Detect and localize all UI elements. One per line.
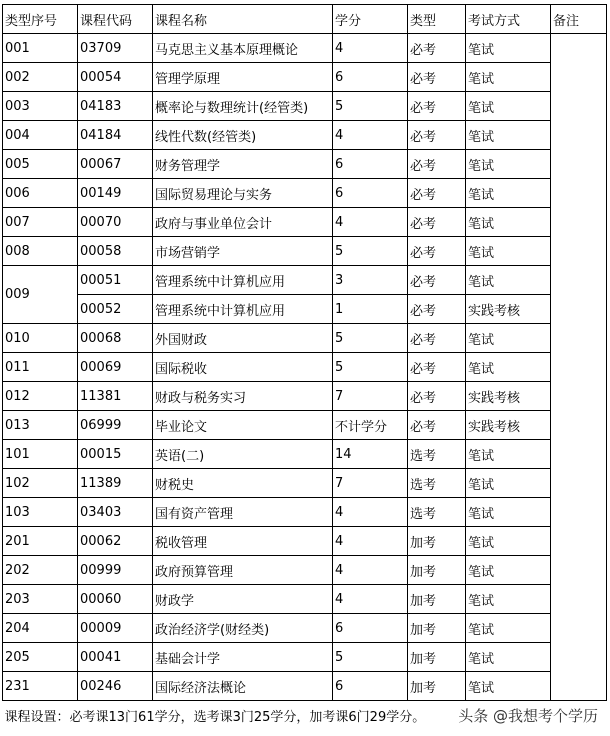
name-cell: 马克思主义基本原理概论 — [153, 34, 333, 63]
exam-cell: 笔试 — [466, 324, 551, 353]
seq-cell: 231 — [3, 672, 78, 701]
name-cell: 财政学 — [153, 585, 333, 614]
table-row — [3, 266, 607, 295]
credit-cell: 4 — [333, 527, 408, 556]
name-cell: 市场营销学 — [153, 237, 333, 266]
exam-cell: 实践考核 — [466, 382, 551, 411]
table-row — [3, 440, 607, 469]
name-cell: 管理系统中计算机应用 — [153, 295, 333, 324]
type-cell: 加考 — [408, 527, 466, 556]
header-notes: 备注 — [551, 5, 607, 34]
exam-cell: 笔试 — [466, 179, 551, 208]
header-seq: 类型序号 — [3, 5, 78, 34]
name-cell: 政府与事业单位会计 — [153, 208, 333, 237]
table-row — [3, 498, 607, 527]
header-code: 课程代码 — [78, 5, 153, 34]
seq-cell: 203 — [3, 585, 78, 614]
credit-cell: 1 — [333, 295, 408, 324]
table-row — [3, 237, 607, 266]
code-cell: 00015 — [78, 440, 153, 469]
name-cell: 国际税收 — [153, 353, 333, 382]
type-cell: 加考 — [408, 585, 466, 614]
header-type: 类型 — [408, 5, 466, 34]
type-cell: 必考 — [408, 237, 466, 266]
code-cell: 00058 — [78, 237, 153, 266]
table-row — [3, 556, 607, 585]
table-row — [3, 92, 607, 121]
table-row — [3, 121, 607, 150]
name-cell: 概率论与数理统计(经管类) — [153, 92, 333, 121]
seq-cell: 202 — [3, 556, 78, 585]
table-row — [3, 208, 607, 237]
type-cell: 加考 — [408, 672, 466, 701]
name-cell: 毕业论文 — [153, 411, 333, 440]
table-row — [3, 672, 607, 701]
course-table — [2, 4, 607, 729]
credit-cell: 不计学分 — [333, 411, 408, 440]
exam-cell: 笔试 — [466, 556, 551, 585]
name-cell: 国有资产管理 — [153, 498, 333, 527]
type-cell: 加考 — [408, 556, 466, 585]
exam-cell: 笔试 — [466, 150, 551, 179]
seq-cell: 010 — [3, 324, 78, 353]
seq-cell: 005 — [3, 150, 78, 179]
type-cell: 必考 — [408, 266, 466, 295]
exam-cell: 笔试 — [466, 266, 551, 295]
seq-cell: 007 — [3, 208, 78, 237]
type-cell: 加考 — [408, 614, 466, 643]
credit-cell: 3 — [333, 266, 408, 295]
code-cell: 03709 — [78, 34, 153, 63]
table-row — [3, 469, 607, 498]
name-cell: 税收管理 — [153, 527, 333, 556]
credit-cell: 4 — [333, 208, 408, 237]
code-cell: 00054 — [78, 63, 153, 92]
table-row — [3, 353, 607, 382]
exam-cell: 笔试 — [466, 614, 551, 643]
credit-cell: 4 — [333, 585, 408, 614]
exam-cell: 笔试 — [466, 527, 551, 556]
watermark: 头条 @我想考个学历 — [458, 707, 598, 725]
type-cell: 必考 — [408, 179, 466, 208]
header-credit: 学分 — [333, 5, 408, 34]
table-row — [3, 643, 607, 672]
name-cell: 管理学原理 — [153, 63, 333, 92]
code-cell: 04184 — [78, 121, 153, 150]
exam-cell: 笔试 — [466, 121, 551, 150]
seq-cell: 004 — [3, 121, 78, 150]
credit-cell: 7 — [333, 382, 408, 411]
credit-cell: 7 — [333, 469, 408, 498]
table-row — [3, 527, 607, 556]
name-cell: 财税史 — [153, 469, 333, 498]
exam-cell: 实践考核 — [466, 411, 551, 440]
type-cell: 必考 — [408, 411, 466, 440]
type-cell: 必考 — [408, 121, 466, 150]
code-cell: 00041 — [78, 643, 153, 672]
code-cell: 00068 — [78, 324, 153, 353]
name-cell: 财政与税务实习 — [153, 382, 333, 411]
type-cell: 必考 — [408, 92, 466, 121]
code-cell: 00069 — [78, 353, 153, 382]
credit-cell: 4 — [333, 556, 408, 585]
type-cell: 必考 — [408, 63, 466, 92]
name-cell: 政治经济学(财经类) — [153, 614, 333, 643]
code-cell: 00060 — [78, 585, 153, 614]
credit-cell: 6 — [333, 614, 408, 643]
exam-cell: 笔试 — [466, 498, 551, 527]
seq-cell: 103 — [3, 498, 78, 527]
seq-cell: 204 — [3, 614, 78, 643]
credit-cell: 5 — [333, 92, 408, 121]
code-cell: 11381 — [78, 382, 153, 411]
name-cell: 线性代数(经管类) — [153, 121, 333, 150]
credit-cell: 6 — [333, 672, 408, 701]
code-cell: 00149 — [78, 179, 153, 208]
credit-cell: 6 — [333, 63, 408, 92]
exam-cell: 笔试 — [466, 208, 551, 237]
credit-cell: 5 — [333, 237, 408, 266]
table-row — [3, 585, 607, 614]
type-cell: 必考 — [408, 353, 466, 382]
seq-cell: 008 — [3, 237, 78, 266]
credit-cell: 4 — [333, 121, 408, 150]
exam-cell: 笔试 — [466, 672, 551, 701]
header-name: 课程名称 — [153, 5, 333, 34]
credit-cell: 4 — [333, 498, 408, 527]
type-cell: 选考 — [408, 498, 466, 527]
type-cell: 必考 — [408, 324, 466, 353]
seq-cell: 006 — [3, 179, 78, 208]
seq-cell: 009 — [3, 266, 78, 324]
table-body — [3, 34, 607, 701]
name-cell: 财务管理学 — [153, 150, 333, 179]
type-cell: 加考 — [408, 643, 466, 672]
exam-cell: 笔试 — [466, 63, 551, 92]
code-cell: 03403 — [78, 498, 153, 527]
type-cell: 选考 — [408, 469, 466, 498]
credit-cell: 5 — [333, 353, 408, 382]
code-cell: 00009 — [78, 614, 153, 643]
credit-cell: 6 — [333, 150, 408, 179]
code-cell: 00052 — [78, 295, 153, 324]
table-row — [3, 411, 607, 440]
credit-cell: 14 — [333, 440, 408, 469]
exam-cell: 笔试 — [466, 585, 551, 614]
name-cell: 基础会计学 — [153, 643, 333, 672]
seq-cell: 201 — [3, 527, 78, 556]
code-cell: 00246 — [78, 672, 153, 701]
table-row — [3, 614, 607, 643]
exam-cell: 笔试 — [466, 643, 551, 672]
name-cell: 管理系统中计算机应用 — [153, 266, 333, 295]
seq-cell: 001 — [3, 34, 78, 63]
code-cell: 00062 — [78, 527, 153, 556]
seq-cell: 011 — [3, 353, 78, 382]
name-cell: 国际经济法概论 — [153, 672, 333, 701]
name-cell: 英语(二) — [153, 440, 333, 469]
type-cell: 必考 — [408, 150, 466, 179]
table-row — [3, 324, 607, 353]
exam-cell: 笔试 — [466, 34, 551, 63]
table-row — [3, 150, 607, 179]
exam-cell: 笔试 — [466, 440, 551, 469]
code-cell: 00051 — [78, 266, 153, 295]
table-row — [3, 63, 607, 92]
credit-cell: 6 — [333, 179, 408, 208]
header-exam: 考试方式 — [466, 5, 551, 34]
table-row — [3, 382, 607, 411]
header-row — [3, 5, 607, 34]
exam-cell: 笔试 — [466, 92, 551, 121]
footer-text: 课程设置：必考课13门61学分，选考课3门25学分，加考课6门29学分。 — [4, 709, 426, 725]
credit-cell: 5 — [333, 324, 408, 353]
seq-cell: 102 — [3, 469, 78, 498]
seq-cell: 013 — [3, 411, 78, 440]
credit-cell: 4 — [333, 34, 408, 63]
seq-cell: 101 — [3, 440, 78, 469]
exam-cell: 笔试 — [466, 237, 551, 266]
credit-cell: 5 — [333, 643, 408, 672]
code-cell: 11389 — [78, 469, 153, 498]
seq-cell: 012 — [3, 382, 78, 411]
code-cell: 00070 — [78, 208, 153, 237]
exam-cell: 笔试 — [466, 353, 551, 382]
name-cell: 政府预算管理 — [153, 556, 333, 585]
type-cell: 选考 — [408, 440, 466, 469]
type-cell: 必考 — [408, 382, 466, 411]
table-row — [3, 295, 607, 324]
exam-cell: 实践考核 — [466, 295, 551, 324]
table-row — [3, 34, 607, 63]
table-row — [3, 179, 607, 208]
name-cell: 外国财政 — [153, 324, 333, 353]
code-cell: 04183 — [78, 92, 153, 121]
code-cell: 00067 — [78, 150, 153, 179]
code-cell: 00999 — [78, 556, 153, 585]
notes-cell — [551, 34, 607, 701]
seq-cell: 002 — [3, 63, 78, 92]
type-cell: 必考 — [408, 34, 466, 63]
seq-cell: 205 — [3, 643, 78, 672]
name-cell: 国际贸易理论与实务 — [153, 179, 333, 208]
seq-cell: 003 — [3, 92, 78, 121]
code-cell: 06999 — [78, 411, 153, 440]
exam-cell: 笔试 — [466, 469, 551, 498]
type-cell: 必考 — [408, 208, 466, 237]
type-cell: 必考 — [408, 295, 466, 324]
